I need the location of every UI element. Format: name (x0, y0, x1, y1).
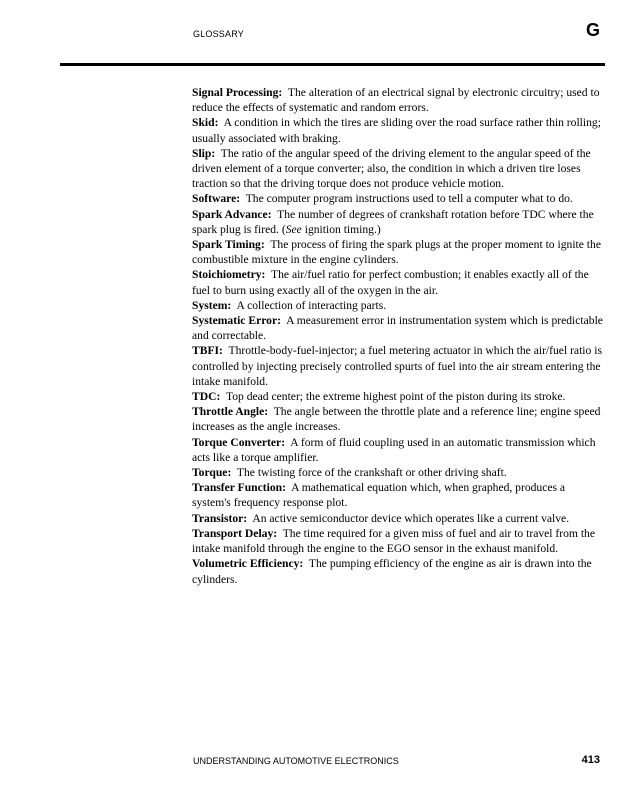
glossary-definition: The air/fuel ratio for perfect combustion; it enables exactly all of the fuel to burn using exactly all of the oxygen in the air. (192, 268, 589, 297)
glossary-term: Signal Processing: (192, 86, 283, 99)
glossary-entry-torque (192, 465, 603, 480)
glossary-entry-transistor (192, 511, 603, 526)
glossary-list (192, 85, 603, 587)
glossary-definition: A condition in which the tires are sliding over the road surface rather thin rolling; usually associated with braking. (192, 116, 601, 145)
glossary-term: Spark Advance: (192, 207, 272, 221)
glossary-term: System: (192, 298, 232, 312)
glossary-entry-tdc (192, 389, 603, 404)
glossary-entry-slip (192, 146, 603, 192)
glossary-definition: The alteration of an electrical signal by electronic circuitry; used to reduce the effects of systematic and random errors. (192, 86, 600, 115)
glossary-entry-systematic-error (192, 313, 603, 343)
glossary-term: Spark Timing: (192, 238, 265, 252)
glossary-definition: An active semiconductor device which operates like a current valve. (252, 511, 570, 525)
glossary-entry-tbfi (192, 343, 603, 389)
glossary-entry-signal-processing (192, 85, 603, 115)
glossary-term: TBFI: (192, 344, 223, 358)
glossary-term: Transistor: (192, 511, 248, 525)
running-header: GLOSSARY (193, 29, 244, 39)
glossary-term: Transfer Function: (192, 481, 286, 495)
glossary-definition: A form of fluid coupling used in an automatic transmission which acts like a torque amplifier. (192, 435, 596, 464)
glossary-definition: The number of degrees of crankshaft rotation before TDC where the spark plug is fired. (192, 207, 594, 236)
glossary-entry-volumetric-efficiency (192, 556, 603, 586)
glossary-entry-transfer-function (192, 480, 603, 510)
glossary-term: Volumetric Efficiency: (192, 557, 304, 571)
glossary-definition: The pumping efficiency of the engine as air is drawn into the cylinders. (192, 557, 592, 586)
book-title: UNDERSTANDING AUTOMOTIVE ELECTRONICS (193, 756, 399, 766)
glossary-term: Torque: (192, 466, 232, 480)
glossary-definition: The computer program instructions used to tell a computer what to do. (245, 192, 573, 206)
glossary-entry-transport-delay (192, 526, 603, 556)
header-rule (60, 63, 605, 66)
glossary-term: Software: (192, 192, 241, 206)
glossary-definition: The twisting force of the crankshaft or other driving shaft. (236, 466, 507, 480)
glossary-term: Skid: (192, 116, 219, 130)
glossary-term: TDC: (192, 390, 221, 404)
see-prefix: ( (281, 222, 286, 236)
glossary-term: Slip: (192, 146, 216, 160)
section-letter: G (585, 20, 600, 40)
glossary-definition: The time required for a given miss of fuel and air to travel from the intake manifold through the engine to the EGO sensor in the exhaust manifold. (192, 526, 595, 556)
glossary-term: Torque Converter: (192, 435, 286, 449)
glossary-entry-spark-timing (192, 237, 603, 267)
glossary-entry-throttle-angle (192, 404, 603, 434)
glossary-entry-system (192, 298, 603, 313)
glossary-definition: A collection of interacting parts. (236, 298, 387, 312)
glossary-definition: A measurement error in instrumentation system which is predictable and correctable. (192, 314, 603, 343)
page-number: 413 (581, 754, 600, 766)
glossary-entry-software (192, 191, 603, 206)
glossary-definition: The ratio of the angular speed of the driving element to the angular speed of the driven element of a torque converter; also, the condition in which a driven tire loses traction so that the driving torque does not produce vehicle motion. (192, 146, 591, 191)
glossary-entry-torque-converter (192, 435, 603, 465)
glossary-entry-stoichiometry (192, 267, 603, 297)
glossary-definition: The angle between the throttle plate and a reference line; engine speed increases as the angle increases. (192, 405, 601, 434)
glossary-definition: The process of firing the spark plugs at the proper moment to ignite the combustible mixture in the engine cylinders. (192, 238, 601, 267)
see-reference: See (285, 222, 302, 236)
glossary-definition: A mathematical equation which, when graphed, produces a system's frequency response plot. (192, 481, 566, 510)
glossary-term: Systematic Error: (192, 314, 281, 328)
glossary-term: Throttle Angle: (192, 405, 269, 419)
glossary-term: Transport Delay: (192, 526, 278, 540)
glossary-definition: Top dead center; the extreme highest point of the piston during its stroke. (225, 390, 566, 404)
glossary-term: Stoichiometry: (192, 268, 266, 282)
glossary-entry-spark-advance (192, 207, 603, 237)
see-target: ignition timing.) (304, 222, 381, 236)
glossary-definition: Throttle-body-fuel-injector; a fuel metering actuator in which the air/fuel ratio is controlled by injecting precisely controlled spurts of fuel into the air stream entering the intake manifold. (192, 344, 602, 388)
glossary-entry-skid (192, 115, 603, 145)
